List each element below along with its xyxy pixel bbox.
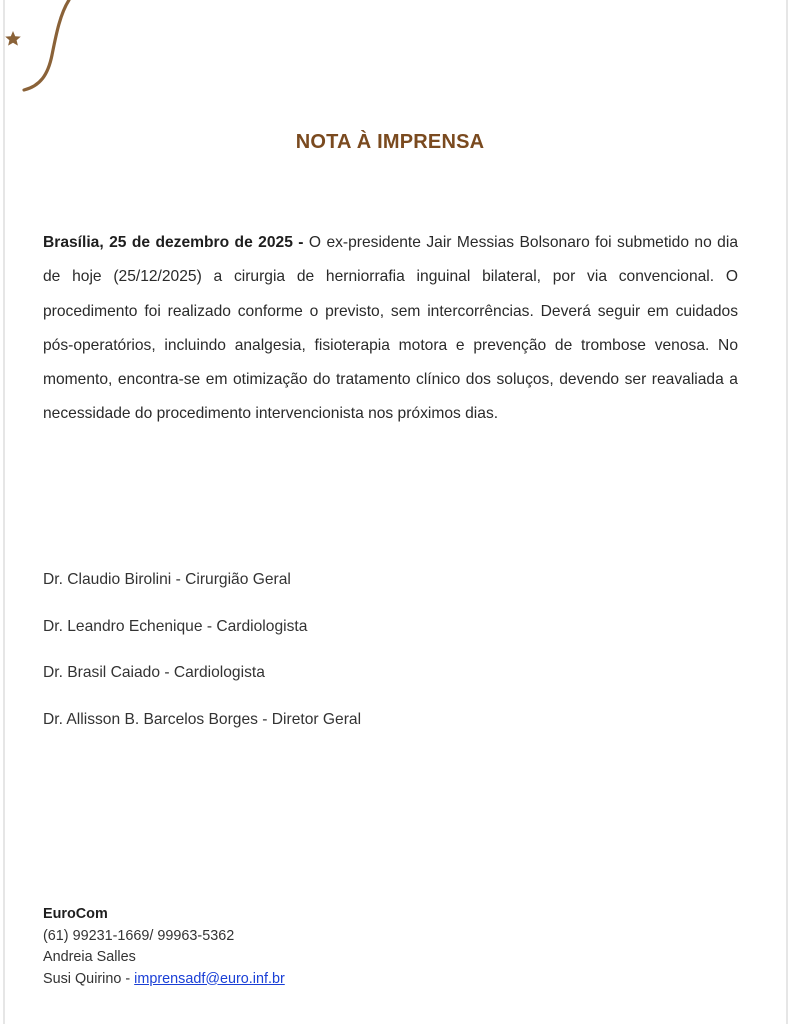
- signature-item: Dr. Claudio Birolini - Cirurgião Geral: [43, 571, 291, 588]
- letterhead-ornament: [0, 0, 90, 100]
- contact-phones: (61) 99231-1669/ 99963-5362: [43, 927, 235, 944]
- press-release-body: [43, 226, 738, 432]
- contact-person-email-line: [43, 969, 285, 991]
- swash-curve-icon: [24, 0, 69, 90]
- contact-person: Susi Quirino -: [43, 970, 135, 987]
- press-contact-block: [43, 904, 285, 990]
- signature-item: Dr. Allisson B. Barcelos Borges - Diretor Geral: [43, 710, 362, 728]
- page-border-right: [786, 0, 788, 1024]
- star-icon: [5, 31, 21, 46]
- contact-person: Andreia Salles: [43, 949, 136, 965]
- dateline: Brasília, 25 de dezembro de 2025 -: [43, 234, 304, 251]
- signature-item: Dr. Brasil Caiado - Cardiologista: [43, 664, 265, 681]
- email-link[interactable]: imprensadf@euro.inf.br: [134, 970, 285, 987]
- page-title: NOTA À IMPRENSA: [295, 131, 485, 153]
- signature-item: Dr. Leandro Echenique - Cardiologista: [43, 617, 308, 635]
- signature-list: [43, 568, 361, 754]
- contact-org: EuroCom: [43, 906, 108, 922]
- body-paragraph: O ex-presidente Jair Messias Bolsonaro foi submetido no dia de hoje (25/12/2025) a cirurgia de herniorrafia inguinal bilateral, por via convencional. O procedimento foi realizado conforme o previsto, sem intercorrências. Deverá seguir em cuidados pós-operatórios, incluindo analgesia, fisioterapia motora e prevenção de trombose venosa. No momento, encontra-se em otimização do tratamento clínico dos soluços, devendo ser reavaliada a necessidade do procedimento intervencionista nos próximos dias.: [43, 234, 738, 423]
